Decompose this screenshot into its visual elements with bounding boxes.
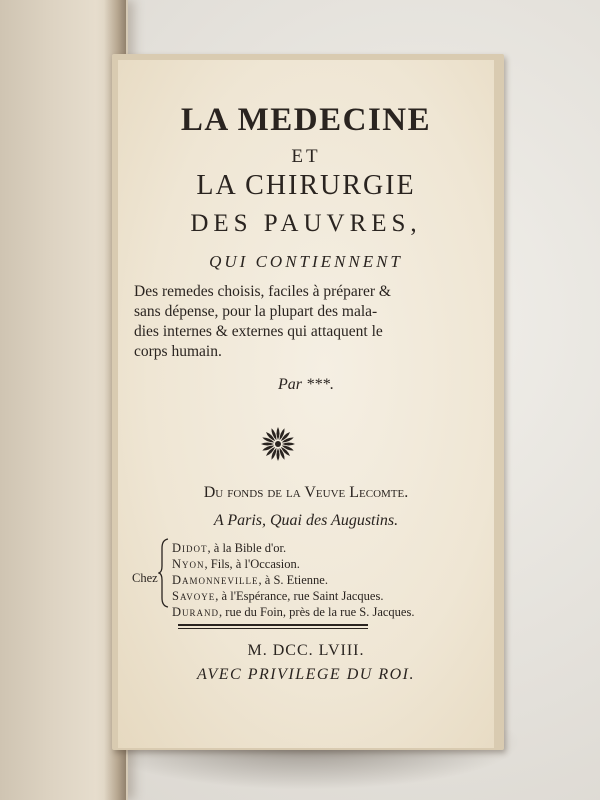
seller-detail: , à l'Espérance, rue Saint Jacques. xyxy=(215,589,384,603)
description-line: dies internes & externes qui attaquent le xyxy=(134,323,383,340)
place-line: A Paris, Quai des Augustins. xyxy=(213,512,399,529)
double-rule-top xyxy=(178,624,368,626)
description-line: Des remedes choisis, faciles à préparer & xyxy=(134,283,391,300)
seller-line xyxy=(172,556,492,572)
publisher-line xyxy=(118,484,494,502)
seller-name: Savoye xyxy=(172,589,216,603)
fleuron-ornament-icon xyxy=(258,424,298,464)
sellers-list xyxy=(172,540,492,620)
description-line: sans dépense, pour la plupart des mala- xyxy=(134,303,378,320)
title-line-1: LA MEDECINE xyxy=(180,102,432,138)
title-line-5: QUI CONTIENNENT xyxy=(209,252,403,271)
description xyxy=(134,282,482,362)
seller-detail: , rue du Foin, près de la rue S. Jacques. xyxy=(219,605,415,619)
title-line-4: DES PAUVRES, xyxy=(190,210,422,237)
title-page xyxy=(118,60,494,748)
brace-icon xyxy=(158,538,170,608)
seller-line xyxy=(172,588,492,604)
publisher-text: Du fonds de la Veuve Lecomte. xyxy=(203,484,409,501)
author-line: Par ***. xyxy=(278,376,334,393)
double-rule-bottom xyxy=(178,628,368,629)
seller-detail: , Fils, à l'Occasion. xyxy=(204,557,300,571)
chez-label: Chez xyxy=(132,571,158,585)
seller-name: Nyon xyxy=(172,557,205,571)
title-line-3: LA CHIRURGIE xyxy=(196,170,416,201)
title-line-2: ET xyxy=(291,146,321,167)
seller-detail: , à la Bible d'or. xyxy=(207,541,287,555)
seller-line xyxy=(172,572,492,588)
seller-line xyxy=(172,540,492,556)
seller-line xyxy=(172,604,492,620)
seller-detail: , à S. Etienne. xyxy=(258,573,328,587)
seller-name: Didot xyxy=(172,541,208,555)
privilege-line: AVEC PRIVILEGE DU ROI. xyxy=(197,666,415,683)
seller-name: Durand xyxy=(172,605,220,619)
description-line: corps humain. xyxy=(134,343,222,360)
date-line: M. DCC. LVIII. xyxy=(247,642,365,659)
seller-name: Damonneville xyxy=(172,573,259,587)
